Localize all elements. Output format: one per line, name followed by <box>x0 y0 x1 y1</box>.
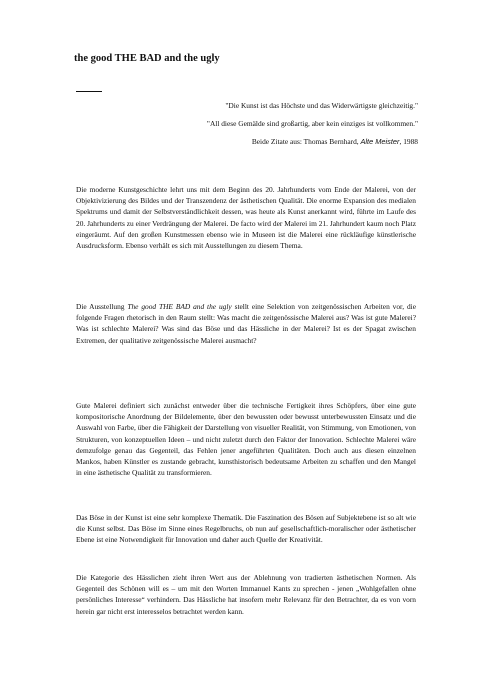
citation-book-title: Alte Meister <box>360 137 400 146</box>
paragraph-4: Das Böse in der Kunst ist eine sehr komplexe Thematik. Die Faszination des Bösen auf Subjektebene ist so alt wie die Kunst selbst. Das Böse im Sinne eines Regelbruchs, ob nun auf gesellschaftlich-moralischer oder ästhetischer Ebene ist eine Notwendigkeit für Innovation und daher auch Quelle der Kreativität. <box>76 513 416 545</box>
exhibition-title: The good THE BAD and the ugly <box>127 302 232 311</box>
paragraph-5: Die Kategorie des Hässlichen zieht ihren Wert aus der Ablehnung von tradierten ästhetischen Normen. Als Gegenteil des Schönen will es – um mit den Worten Immanuel Kants zu sprechen - jenen „Wohlgefallen ohne persönliches Interesse“ verhindern. Das Hässliche hat insofern mehr Relevanz für den Betrachter, da es von vorn herein gar nicht erst interesselos betrachtet werden kann. <box>76 573 416 616</box>
quote-2: "All diese Gemälde sind großartig, aber kein einziges ist vollkommen." <box>206 119 418 128</box>
paragraph-2 <box>76 301 416 346</box>
citation-prefix: Beide Zitate aus: Thomas Bernhard, <box>251 137 359 146</box>
quote-citation <box>252 137 418 146</box>
document-title: the good THE BAD and the ugly <box>74 53 220 64</box>
paragraph-3: Gute Malerei definiert sich zunächst entweder über die technische Fertigkeit ihres Schöpfers, über eine gute kompositorische Anordnung der Bildelemente, über den bewussten oder bewusst unterbewussten Einsatz und die Auswahl von Farbe, über die Fähigkeit der Darstellung von visueller Realität, von Stimmung, von Emotionen, von Strukturen, von konzeptuellen Ideen – und nicht zuletzt durch den Faktor der Innovation. Schlechte Malerei wäre demzufolge genau das Gegenteil, das Fehlen jener angeführten Qualitäten. Doch auch aus diesen einzelnen Mankos, haben Künstler es zustande gebracht, kunsthistorisch bedeutsame Arbeiten zu schaffen und den Mangel in eine ästhetische Qualität zu transformieren. <box>76 401 416 478</box>
paragraph-2-intro: Die Ausstellung <box>76 302 128 311</box>
paragraph-2-body: stellt eine Selektion von zeitgenössischen Arbeiten vor, die folgende Fragen rhetorisch in den Raum stellt: Was macht die zeitgenössische Malerei aus? Was ist gute Malerei? Was ist schlechte Malerei? Was sind das Böse und das Hässliche in der Malerei? Ist es der Spagat zwischen Extremen, der qualitative zeitgenössische Malerei ausmacht? <box>76 302 416 345</box>
paragraph-1: Die moderne Kunstgeschichte lehrt uns mit dem Beginn des 20. Jahrhunderts vom Ende der Malerei, von der Objektivizierung des Bildes und der Transzendenz der ästhetischen Qualität. Die enorme Expansion des medialen Spektrums und damit der Selbstverständlichkeit dessen, was heute als Kunst anerkannt wird, führte im Laufe des 20. Jahrhunderts zu einer Verdrängung der Malerei. De facto wird der Malerei im 21. Jahrhundert kaum noch Platz eingeräumt. Auf den großen Kunstmessen ebenso wie in Museen ist die Malerei eine rückläufige künstlerische Ausdrucksform. Ebenso verhält es sich mit Ausstellungen zu diesem Thema. <box>76 185 416 251</box>
quote-1: "Die Kunst ist das Höchste und das Widerwärtigste gleichzeitig." <box>225 101 418 110</box>
citation-year: , 1988 <box>399 137 418 146</box>
title-divider <box>76 91 102 92</box>
